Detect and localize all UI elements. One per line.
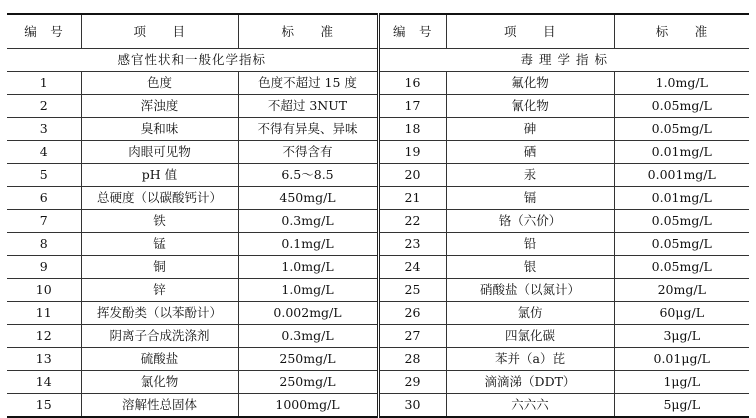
cell-left-item: 硫酸盐 — [81, 348, 238, 371]
cell-left-item: 浑浊度 — [81, 95, 238, 118]
cell-left-item: 总硬度（以碳酸钙计） — [81, 187, 238, 210]
cell-left-no: 4 — [7, 141, 81, 164]
cell-right-item: 滴滴涕（DDT） — [446, 371, 614, 394]
cell-left-standard: 不得有异臭、异味 — [238, 118, 378, 141]
cell-right-standard: 0.01mg/L — [614, 187, 749, 210]
cell-left-no: 10 — [7, 279, 81, 302]
cell-right-no: 25 — [378, 279, 446, 302]
cell-right-item: 硝酸盐（以氮计） — [446, 279, 614, 302]
table-row — [7, 256, 749, 279]
table-row — [7, 187, 749, 210]
cell-left-standard: 0.002mg/L — [238, 302, 378, 325]
header-right-standard: 标 准 — [614, 14, 749, 49]
table-row — [7, 164, 749, 187]
cell-right-no: 26 — [378, 302, 446, 325]
table-row — [7, 348, 749, 371]
cell-right-item: 硒 — [446, 141, 614, 164]
cell-left-item: 锌 — [81, 279, 238, 302]
cell-left-no: 12 — [7, 325, 81, 348]
cell-right-standard: 0.001mg/L — [614, 164, 749, 187]
cell-left-standard: 不得含有 — [238, 141, 378, 164]
cell-left-no: 7 — [7, 210, 81, 233]
cell-left-standard: 0.3mg/L — [238, 325, 378, 348]
cell-right-standard: 1.0mg/L — [614, 72, 749, 95]
cell-left-no: 15 — [7, 394, 81, 418]
cell-right-item: 苯并（a）芘 — [446, 348, 614, 371]
cell-left-item: 氯化物 — [81, 371, 238, 394]
cell-left-standard: 450mg/L — [238, 187, 378, 210]
cell-right-no: 16 — [378, 72, 446, 95]
cell-right-item: 砷 — [446, 118, 614, 141]
cell-left-item: 阴离子合成洗涤剂 — [81, 325, 238, 348]
cell-left-standard: 6.5～8.5 — [238, 164, 378, 187]
section-row — [7, 49, 749, 72]
cell-right-item: 铅 — [446, 233, 614, 256]
cell-left-item: 溶解性总固体 — [81, 394, 238, 418]
cell-left-standard: 250mg/L — [238, 371, 378, 394]
cell-right-no: 23 — [378, 233, 446, 256]
cell-left-standard: 0.1mg/L — [238, 233, 378, 256]
table-row — [7, 95, 749, 118]
water-quality-standards-table — [7, 13, 749, 418]
header-left-item: 项 目 — [81, 14, 238, 49]
cell-right-no: 28 — [378, 348, 446, 371]
cell-left-no: 9 — [7, 256, 81, 279]
cell-right-standard: 0.05mg/L — [614, 95, 749, 118]
cell-right-no: 17 — [378, 95, 446, 118]
cell-right-standard: 0.05mg/L — [614, 210, 749, 233]
section-left-title: 感官性状和一般化学指标 — [7, 49, 378, 72]
table-row — [7, 371, 749, 394]
cell-left-item: 挥发酚类（以苯酚计） — [81, 302, 238, 325]
header-left-no: 编 号 — [7, 14, 81, 49]
cell-left-item: 锰 — [81, 233, 238, 256]
cell-left-standard: 250mg/L — [238, 348, 378, 371]
cell-left-item: 臭和味 — [81, 118, 238, 141]
table-row — [7, 118, 749, 141]
cell-left-standard: 0.3mg/L — [238, 210, 378, 233]
header-row — [7, 14, 749, 49]
cell-right-no: 29 — [378, 371, 446, 394]
cell-left-item: pH 值 — [81, 164, 238, 187]
cell-left-no: 8 — [7, 233, 81, 256]
cell-left-no: 13 — [7, 348, 81, 371]
header-right-item: 项 目 — [446, 14, 614, 49]
cell-right-standard: 3μg/L — [614, 325, 749, 348]
cell-right-standard: 0.01μg/L — [614, 348, 749, 371]
section-right-title: 毒 理 学 指 标 — [378, 49, 749, 72]
table-row — [7, 210, 749, 233]
header-left-standard: 标 准 — [238, 14, 378, 49]
standards-table — [7, 13, 749, 418]
cell-right-item: 银 — [446, 256, 614, 279]
cell-right-no: 21 — [378, 187, 446, 210]
header-right-no: 编 号 — [378, 14, 446, 49]
cell-right-standard: 20mg/L — [614, 279, 749, 302]
cell-right-item: 镉 — [446, 187, 614, 210]
cell-right-no: 24 — [378, 256, 446, 279]
cell-left-item: 肉眼可见物 — [81, 141, 238, 164]
cell-left-standard: 1.0mg/L — [238, 256, 378, 279]
cell-right-item: 六六六 — [446, 394, 614, 418]
cell-left-standard: 1.0mg/L — [238, 279, 378, 302]
cell-right-item: 氰化物 — [446, 95, 614, 118]
table-row — [7, 279, 749, 302]
cell-right-item: 氟化物 — [446, 72, 614, 95]
cell-left-item: 色度 — [81, 72, 238, 95]
cell-left-no: 14 — [7, 371, 81, 394]
cell-right-item: 氯仿 — [446, 302, 614, 325]
table-row — [7, 141, 749, 164]
cell-left-standard: 1000mg/L — [238, 394, 378, 418]
cell-left-standard: 色度不超过 15 度 — [238, 72, 378, 95]
cell-right-standard: 0.05mg/L — [614, 233, 749, 256]
cell-right-no: 18 — [378, 118, 446, 141]
cell-left-no: 3 — [7, 118, 81, 141]
cell-left-no: 2 — [7, 95, 81, 118]
cell-right-no: 27 — [378, 325, 446, 348]
cell-right-item: 汞 — [446, 164, 614, 187]
cell-right-standard: 0.01mg/L — [614, 141, 749, 164]
cell-left-standard: 不超过 3NUT — [238, 95, 378, 118]
cell-right-standard: 5μg/L — [614, 394, 749, 418]
table-row — [7, 325, 749, 348]
cell-left-no: 5 — [7, 164, 81, 187]
cell-right-standard: 0.05mg/L — [614, 118, 749, 141]
cell-right-standard: 0.05mg/L — [614, 256, 749, 279]
cell-right-no: 22 — [378, 210, 446, 233]
table-row — [7, 394, 749, 418]
cell-right-no: 20 — [378, 164, 446, 187]
cell-left-no: 1 — [7, 72, 81, 95]
table-row — [7, 302, 749, 325]
cell-left-item: 铜 — [81, 256, 238, 279]
cell-right-item: 铬（六价） — [446, 210, 614, 233]
cell-left-no: 6 — [7, 187, 81, 210]
table-row — [7, 233, 749, 256]
cell-right-standard: 1μg/L — [614, 371, 749, 394]
cell-right-no: 19 — [378, 141, 446, 164]
table-row — [7, 72, 749, 95]
cell-right-no: 30 — [378, 394, 446, 418]
cell-right-item: 四氯化碳 — [446, 325, 614, 348]
cell-right-standard: 60μg/L — [614, 302, 749, 325]
cell-left-item: 铁 — [81, 210, 238, 233]
cell-left-no: 11 — [7, 302, 81, 325]
